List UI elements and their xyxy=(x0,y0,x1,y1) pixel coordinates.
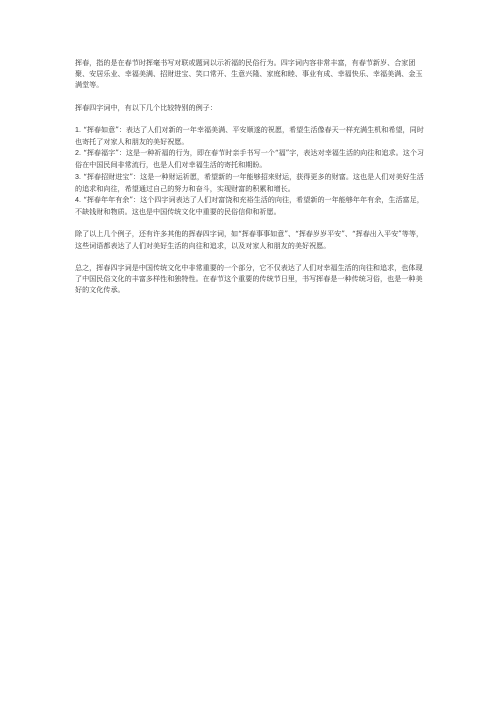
paragraph-spacer xyxy=(75,113,427,124)
list-item-number: 1. xyxy=(75,125,81,134)
list-item-number: 3. xyxy=(75,172,81,181)
list-item xyxy=(75,194,427,217)
list-item-text: “挥春年年有余”：这个四字词表达了人们对富饶和充裕生活的向往，希望新的一年能够年年有余，生活富足，不缺钱财和物质。这也是中国传统文化中重要的民俗信仰和祈愿。 xyxy=(75,195,424,217)
conclusion-paragraph: 总之，挥春四字词是中国传统文化中非常重要的一个部分，它不仅表达了人们对幸福生活的向往和追求，也体现了中国民俗文化的丰富多样性和独特性。在春节这个重要的传统节日里，书写挥春是一种传统习俗，也是一种美好的文化传承。 xyxy=(75,262,423,295)
lead-sentence: 挥春四字词中，有以下几个比较特别的例子： xyxy=(75,102,217,112)
list-item xyxy=(75,171,427,194)
list-item-text: “挥春招财进宝”：这是一种财运祈愿，希望新的一年能够招来财运，获得更多的财富。这也是人们对美好生活的追求和向往，希望通过自己的努力和奋斗，实现财富的积累和增长。 xyxy=(75,171,424,193)
paragraph-spacer xyxy=(75,91,427,102)
intro-paragraph: 挥春，指的是在春节时挥毫书写对联或题词以示祈福的民俗行为。四字词内容非常丰富，有春节新岁、合家团聚、安居乐业、幸福美满、招财进宝、笑口常开、生意兴隆、家庭和睦、事业有成、幸福快乐、幸福美满、金玉满堂等。 xyxy=(75,58,423,90)
list-item-number: 4. xyxy=(75,196,81,205)
document-body xyxy=(75,57,427,295)
paragraph-spacer xyxy=(75,251,427,262)
list-item xyxy=(75,147,427,170)
list-item xyxy=(75,124,427,147)
list-item-text: “挥春福字”：这是一种祈福的行为，即在春节时亲手书写一个“福”字，表达对幸福生活的向往和追求。这个习俗在中国民间非常流行，也是人们对幸福生活的寄托和期盼。 xyxy=(75,148,425,170)
paragraph-spacer xyxy=(75,217,427,228)
more-examples-paragraph: 除了以上几个例子，还有许多其他的挥春四字词，如“挥春事事如意”、“挥春岁岁平安”、“挥春出入平安”等等，这些词语都表达了人们对美好生活的向往和追求，以及对家人和朋友的美好祝愿。 xyxy=(75,229,424,250)
list-item-number: 2. xyxy=(75,149,81,158)
list-item-text: “挥春如意”：表达了人们对新的一年幸福美满、平安顺遂的祝愿，希望生活像春天一样充满生机和希望，同时也寄托了对家人和朋友的美好祝愿。 xyxy=(75,124,424,147)
example-list xyxy=(75,124,427,218)
